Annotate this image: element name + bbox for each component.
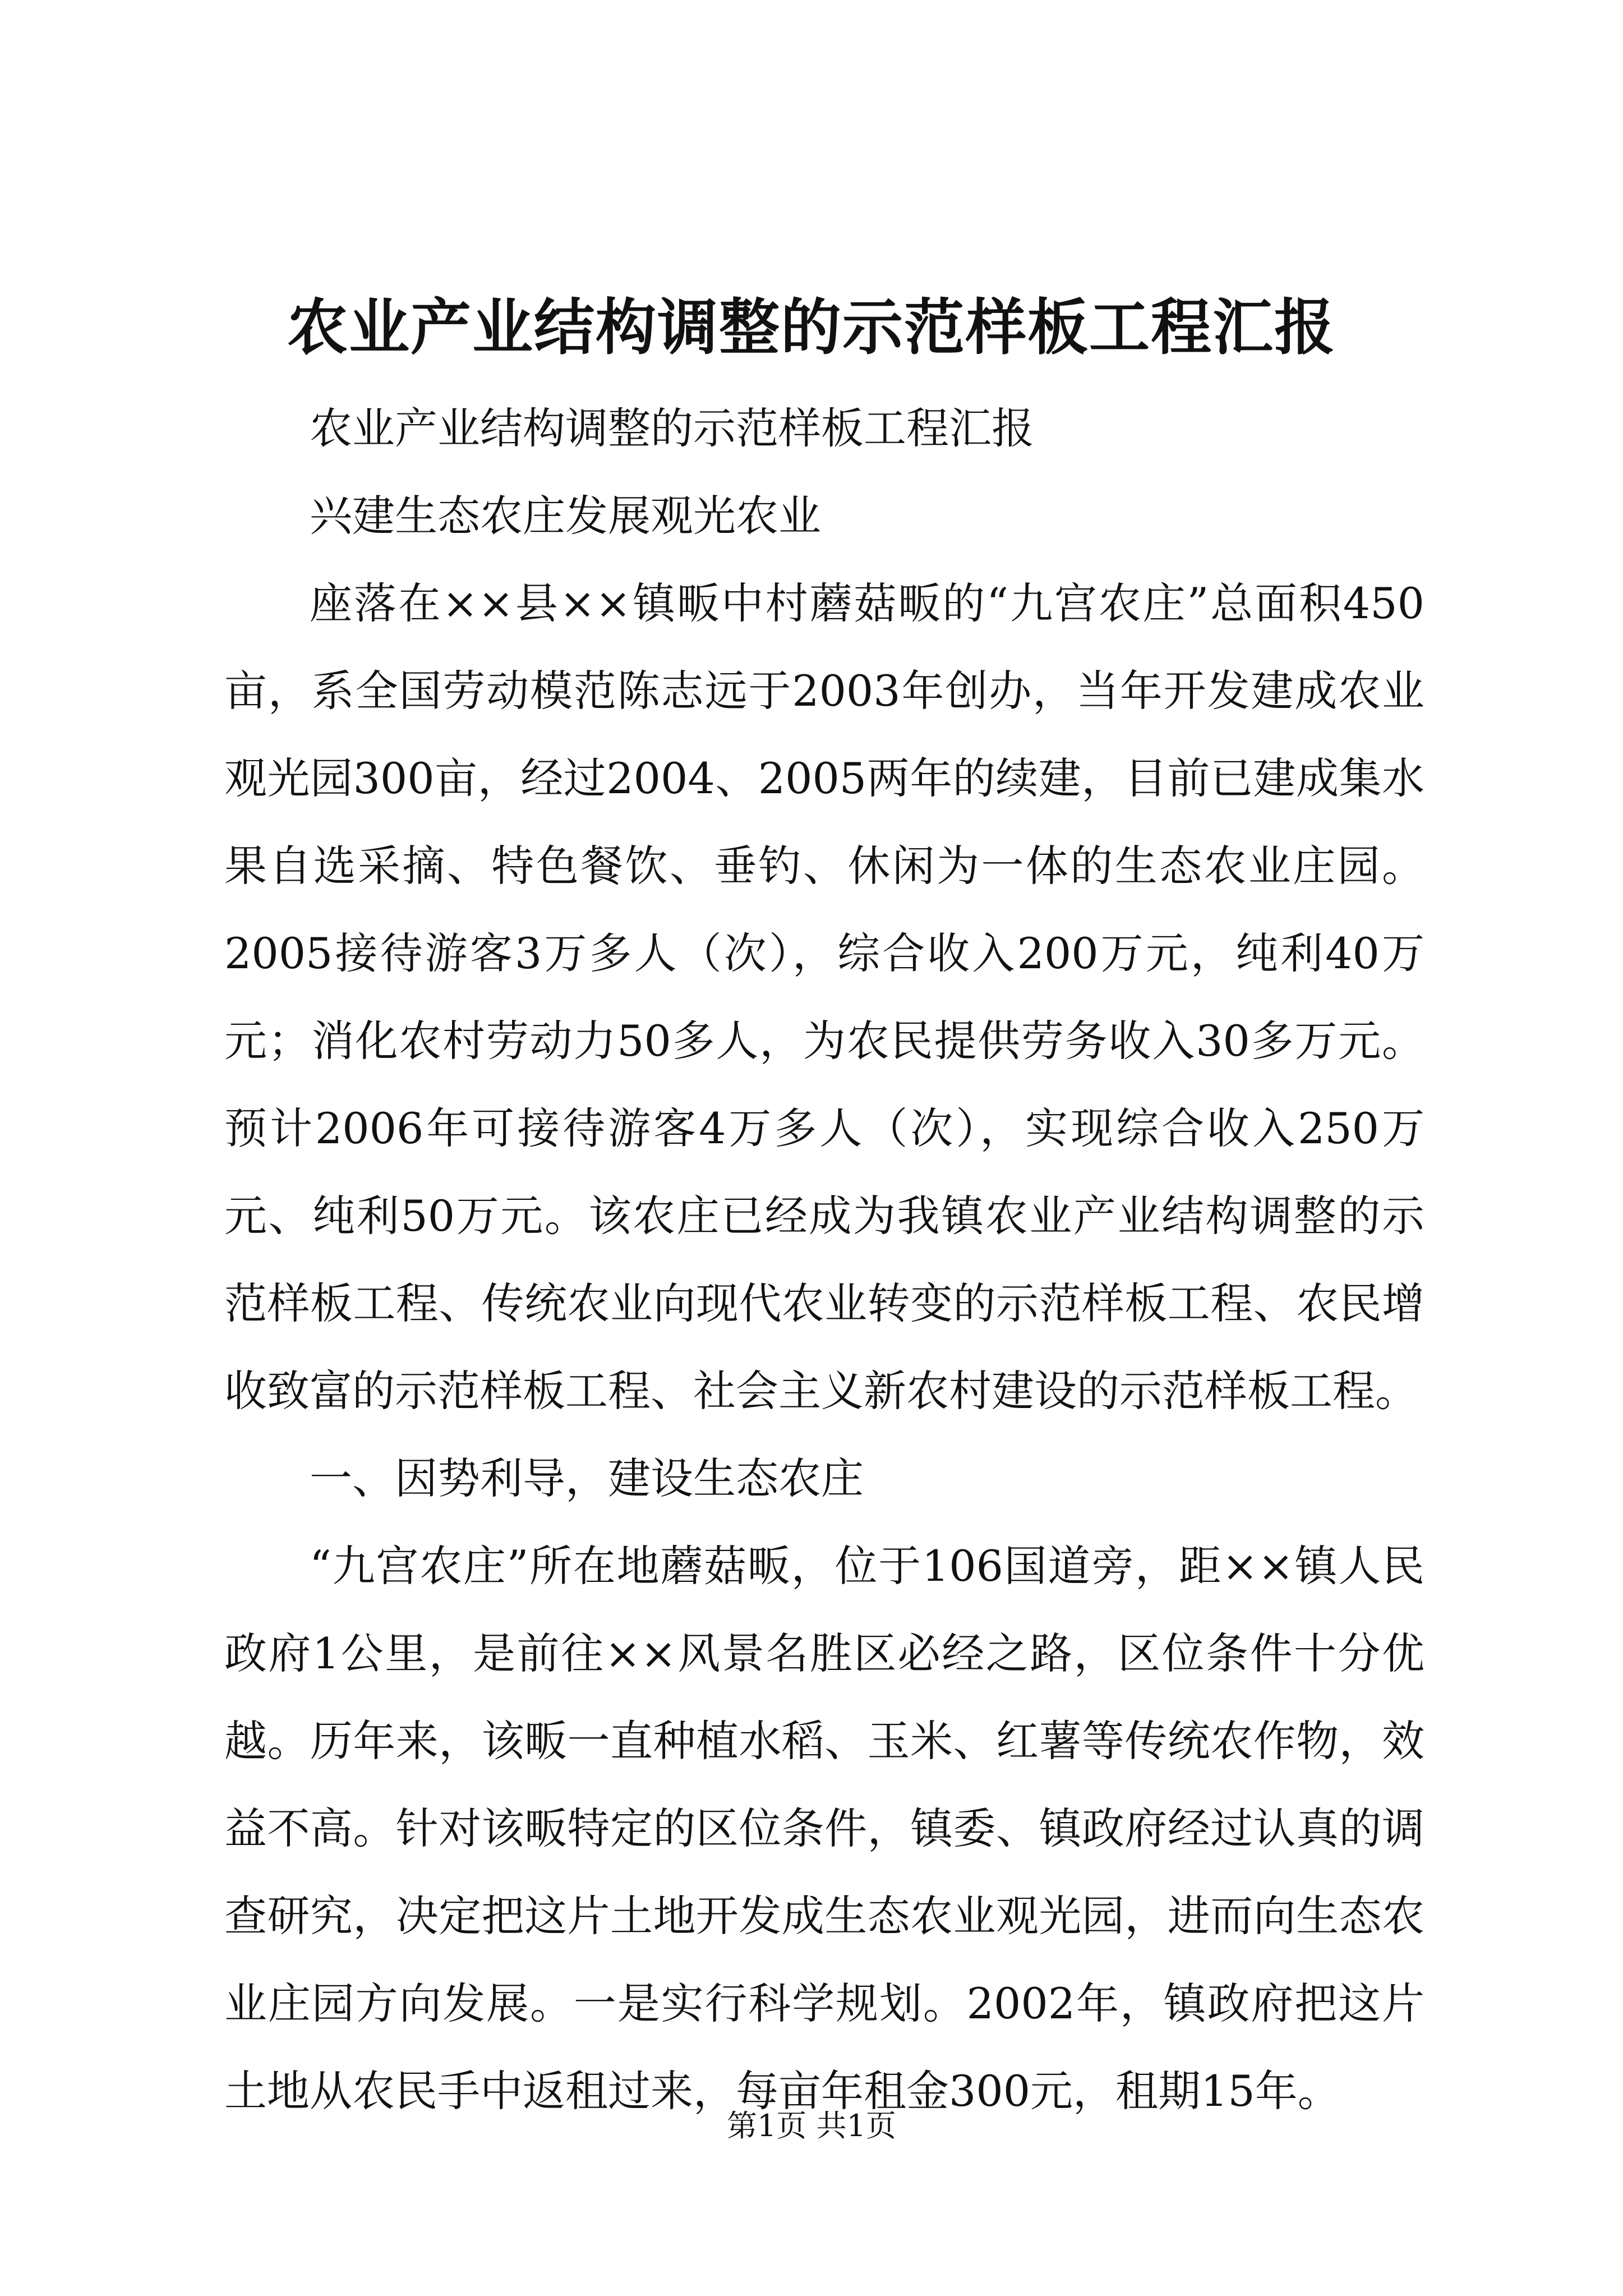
intro-paragraph: 座落在××县××镇畈中村蘑菇畈的“九宫农庄”总面积450亩，系全国劳动模范陈志远于2003年创办，当年开发建成农业观光园300亩，经过2004、2005两年的续建，目前已建成集水果自选采摘、特色餐饮、垂钓、休闲为一体的生态农业庄园。2005接待游客3万多人（次），综合收入200万元，纯利40万元；消化农村劳动力50多人，为农民提供劳务收入30多万元。预计2006年可接待游客4万多人（次），实现综合收入250万元、纯利50万元。该农庄已经成为我镇农业产业结构调整的示范样板工程、传统农业向现代农业转变的示范样板工程、农民增收致富的示范样板工程、社会主义新农村建设的示范样板工程。 [224, 578, 1424, 1416]
page-number-footer: 第1页 共1页 [727, 2108, 896, 2143]
theme-paragraph: 兴建生态农庄发展观光农业 [310, 491, 821, 541]
document-body [224, 385, 1424, 2135]
section-paragraph: “九宫农庄”所在地蘑菇畈，位于106国道旁，距××镇人民政府1公里，是前往××风景名胜区必经之路，区位条件十分优越。历年来，该畈一直种植水稻、玉米、红薯等传统农作物，效益不高。针对该畈特定的区位条件，镇委、镇政府经过认真的调查研究，决定把这片土地开发成生态农业观光园，进而向生态农业庄园方向发展。一是实行科学规划。2002年，镇政府把这片土地从农民手中返租过来，每亩年租金300元，租期15年。 [224, 1541, 1424, 2116]
section-heading: 一、因势利导，建设生态农庄 [310, 1453, 864, 1503]
subtitle-paragraph: 农业产业结构调整的示范样板工程汇报 [310, 403, 1034, 453]
document-title: 农业产业结构调整的示范样板工程汇报 [287, 293, 1336, 363]
